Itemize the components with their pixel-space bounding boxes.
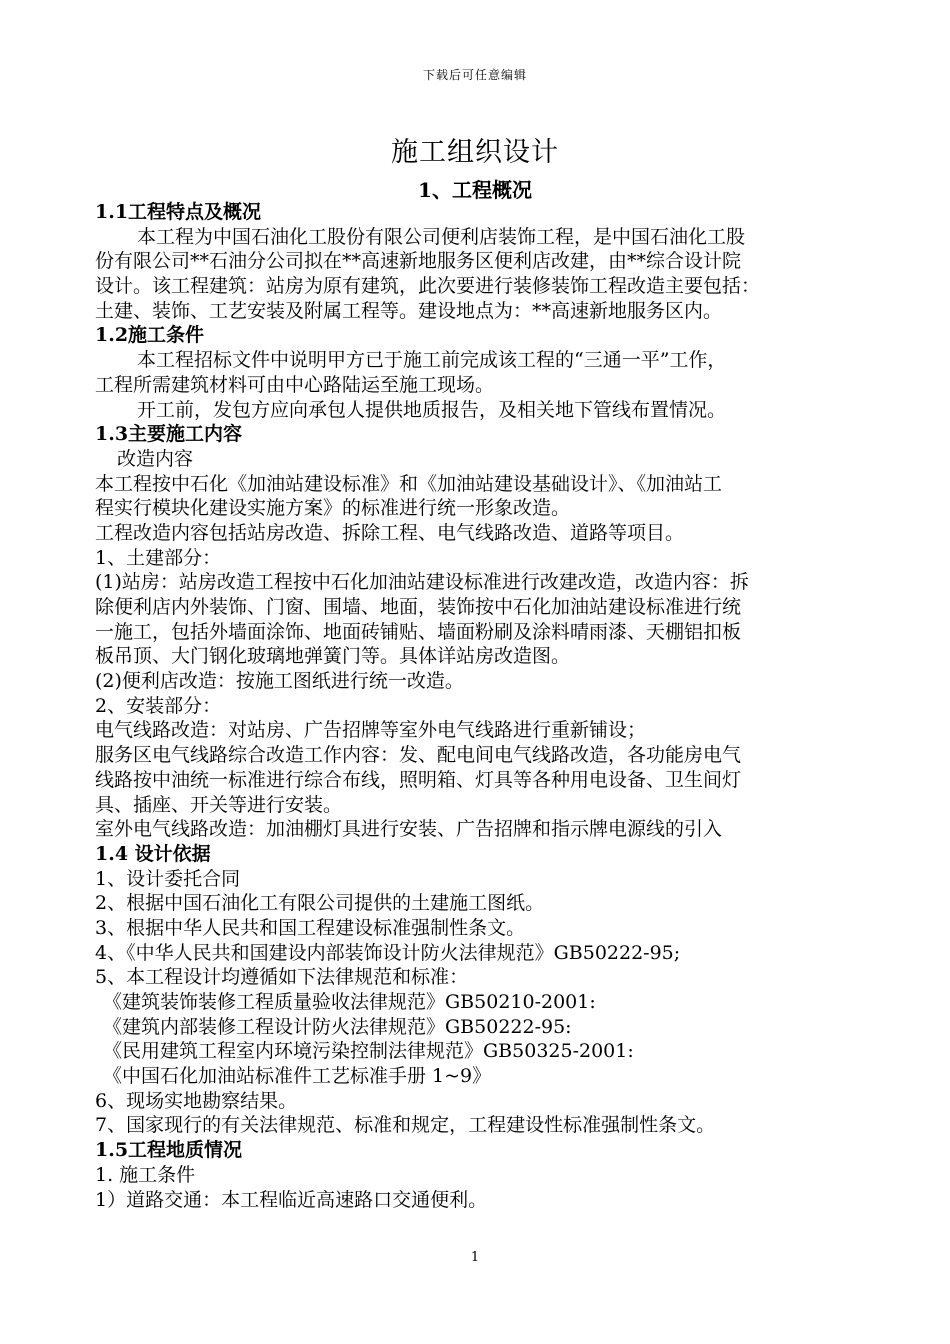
text-line: 《中国石化加油站标准件工艺标准手册 1~9》 — [103, 1065, 492, 1088]
text-line: (1)站房：站房改造工程按中石化加油站建设标准进行改建改造，改造内容：拆 — [95, 571, 749, 594]
text-line: 室外电气线路改造：加油棚灯具进行安装、广告招牌和指示牌电源线的引入 — [95, 818, 723, 841]
page-title: 施工组织设计 — [391, 137, 559, 168]
text-line: 工程改造内容包括站房改造、拆除工程、电气线路改造、道路等项目。 — [95, 521, 685, 544]
text-line: 3、根据中华人民共和国工程建设标准强制性条文。 — [95, 916, 526, 939]
document-body — [95, 200, 885, 1212]
text-line: (2)便利店改造：按施工图纸进行统一改造。 — [95, 670, 464, 693]
text-line: 除便利店内外装饰、门窗、围墙、地面，装饰按中石化加油站建设标准进行统 — [95, 596, 742, 618]
text-line: 开工前，发包方应向承包人提供地质报告，及相关地下管线布置情况。 — [137, 398, 727, 421]
text-line: 5、本工程设计均遵循如下法律规范和标准： — [95, 966, 469, 989]
text-line: 《民用建筑工程室内环境污染控制法律规范》GB50325-2001: — [103, 1040, 634, 1063]
text-line: 一施工，包括外墙面涂饰、地面砖铺贴、墙面粉刷及涂料晴雨漆、天棚铝扣板 — [95, 620, 742, 643]
page-number: 1 — [470, 1250, 480, 1265]
section-heading: 1.3主要施工内容 — [95, 423, 243, 446]
text-line: 板吊顶、大门钢化玻璃地弹簧门等。具体详站房改造图。 — [95, 645, 571, 668]
text-line: 1、土建部分： — [95, 546, 222, 569]
chapter-title: 1、工程概况 — [418, 178, 532, 202]
header-note: 下载后可任意编辑 — [422, 68, 527, 82]
text-line: 2、根据中国石油化工有限公司提供的土建施工图纸。 — [95, 892, 545, 915]
text-line: 6、现场实地勘察结果。 — [95, 1089, 298, 1112]
text-line: 本工程招标文件中说明甲方已于施工前完成该工程的“三通一平”工作， — [137, 349, 727, 372]
text-line: 《建筑装饰装修工程质量验收法律规范》GB50210-2001: — [103, 991, 596, 1013]
section-heading: 1.4 设计依据 — [95, 842, 211, 865]
text-line: 本工程为中国石油化工股份有限公司便利店装饰工程，是中国石油化工股 — [137, 225, 746, 248]
text-line: 电气线路改造：对站房、广告招牌等室外电气线路进行重新铺设； — [95, 719, 647, 742]
section-heading: 1.5工程地质情况 — [95, 1139, 243, 1162]
section-heading: 1.2施工条件 — [95, 324, 205, 347]
text-line: 具、插座、开关等进行安装。 — [95, 793, 343, 816]
text-line: 4、《中华人民共和国建设内部装饰设计防火法律规范》GB50222-95; — [95, 941, 681, 964]
text-line: 本工程按中石化《加油站建设标准》和《加油站建设基础设计》、《加油站工 — [95, 472, 723, 495]
text-line: 1）道路交通：本工程临近高速路口交通便利。 — [95, 1188, 488, 1211]
text-line: 线路按中油统一标准进行综合布线，照明箱、灯具等各种用电设备、卫生间灯 — [95, 768, 742, 791]
text-line: 土建、装饰、工艺安装及附属工程等。建设地点为：**高速新地服务区内。 — [95, 299, 723, 322]
text-line: 7、国家现行的有关法律规范、标准和规定，工程建设性标准强制性条文。 — [95, 1114, 716, 1137]
text-line: 份有限公司**石油分公司拟在**高速新地服务区便利店改建，由**综合设计院 — [95, 250, 742, 273]
text-line: 改造内容 — [117, 447, 194, 470]
text-line: 1、设计委托合同 — [95, 867, 241, 890]
text-line: 设计。该工程建筑：站房为原有建筑，此次要进行装修装饰工程改造主要包括： — [95, 275, 761, 298]
section-heading: 1.1工程特点及概况 — [95, 201, 262, 223]
text-line: 服务区电气线路综合改造工作内容：发、配电间电气线路改造，各功能房电气 — [95, 744, 742, 767]
text-line: 程实行模块化建设实施方案》的标准进行统一形象改造。 — [95, 497, 571, 520]
text-line: 1. 施工条件 — [95, 1163, 196, 1186]
text-line: 2、安装部分： — [95, 694, 222, 717]
text-line: 工程所需建筑材料可由中心路陆运至施工现场。 — [95, 373, 495, 396]
text-line: 《建筑内部装修工程设计防火法律规范》GB50222-95: — [103, 1015, 572, 1038]
